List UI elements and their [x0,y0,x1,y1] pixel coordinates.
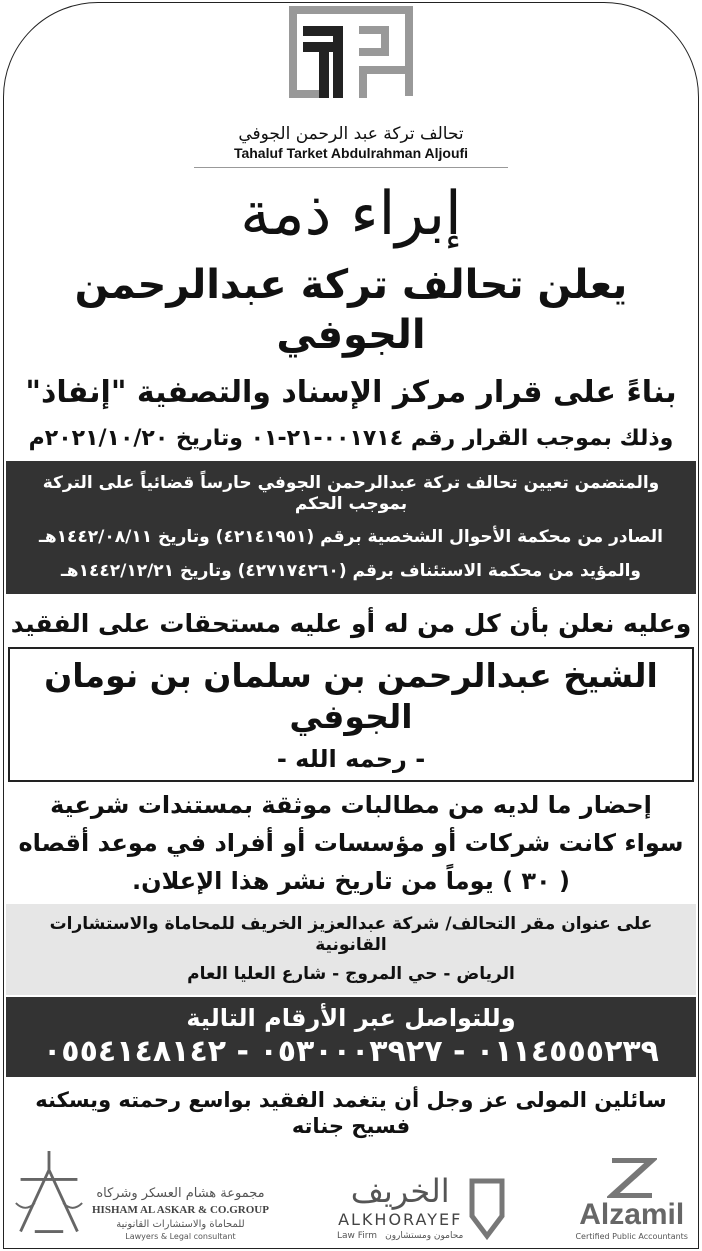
closing-prayer: سائلين المولى عز وجل أن يتغمد الفقيد بواسع رحمته ويسكنه فسيح جناته [35,1087,667,1138]
contact-title: وللتواصل عبر الأرقام التالية [186,1004,516,1033]
guardian-line: والمتضمن تعيين تحالف تركة عبدالرحمن الجوفي حارساً قضائياً على التركة بموجب الحكم [42,472,660,514]
divider [194,167,508,168]
hisham-al-askar-logo [14,1151,269,1241]
announce-line: وعليه نعلن بأن كل من له أو عليه مستحقات على الفقيد [10,608,692,638]
request-line: سواء كانت شركات أو مؤسسات أو أفراد في موعد أقصاه [18,828,684,857]
address-box [6,904,696,996]
rahimahullah: - رحمه الله - [276,744,426,773]
phone-numbers: ٠١١٤٥٥٥٢٣٩ - ٠٥٣٠٠٠٣٩٢٧ - ٠٥٥٤١٤٨١٤٢ [42,1034,659,1070]
decision-line: بناءً على قرار مركز الإسناد والتصفية "إنفاذ" [25,374,677,410]
hisham-en: HISHAM AL ASKAR & CO.GROUP [92,1204,269,1217]
alzamil-sub: Certified Public Accountants [575,1232,688,1242]
alzamil-emblem-icon [607,1158,657,1198]
alzamil-logo [575,1158,688,1241]
hisham-sub-ar: للمحاماة والاستشارات القانونية [116,1219,245,1231]
calligraphy-title: إبراء ذمة [240,178,462,249]
khorayef-en: ALKHORAYEF [338,1209,463,1229]
alliance-name-ar: تحالف تركة عبد الرحمن الجوفي [238,124,464,144]
address-line: الرياض - حي المروج - شارع العليا العام [187,964,515,984]
deceased-name: الشيخ عبدالرحمن بن سلمان بن نومان الجوفي [44,656,658,737]
alliance-logo [289,6,413,124]
request-line: إحضار ما لديه من مطالبات موثقة بمستندات شرعية [50,790,652,819]
alkhorayef-logo [337,1171,507,1241]
footer-logos [6,1139,696,1247]
address-line: على عنوان مقر التحالف/ شركة عبدالعزيز الخريف للمحاماة والاستشارات القانونية [49,913,653,955]
guardian-line: الصادر من محكمة الأحوال الشخصية برقم (٤٢١٤١٩٥١) وتاريخ ١٤٤٢/٠٨/١١هـ [39,527,663,548]
khorayef-ar: الخريف [350,1171,450,1210]
hisham-sub-en: Lawyers & Legal consultant [125,1232,236,1242]
scales-icon [14,1151,84,1241]
deceased-box [8,647,694,782]
alliance-name-en: Tahaluf Tarket Abdulrahman Aljoufi [233,145,469,162]
shield-icon [467,1171,507,1241]
headline: يعلن تحالف تركة عبدالرحمن الجوفي [74,261,628,358]
khorayef-sub-en: Law Firm [336,1230,378,1241]
guardian-box [6,461,696,594]
guardian-line: والمؤيد من محكمة الاستئناف برقم (٤٢٧١٧٤٢٦٠) وتاريخ ١٤٤٢/١٢/٢١هـ [61,560,641,581]
khorayef-sub-ar: محامون ومستشارون [385,1230,464,1241]
decision-number-line: وذلك بموجب القرار رقم ٠٠١٧١٤-٢١-٠١ وتاريخ ٢٠٢١/١٠/٢٠م [28,426,674,452]
hisham-ar: مجموعة هشام العسكر وشركاه [96,1186,265,1202]
contact-box [6,997,696,1077]
alzamil-name: Alzamil [579,1198,685,1232]
request-line: ( ٣٠ ) يوماً من تاريخ نشر هذا الإعلان. [131,866,571,895]
